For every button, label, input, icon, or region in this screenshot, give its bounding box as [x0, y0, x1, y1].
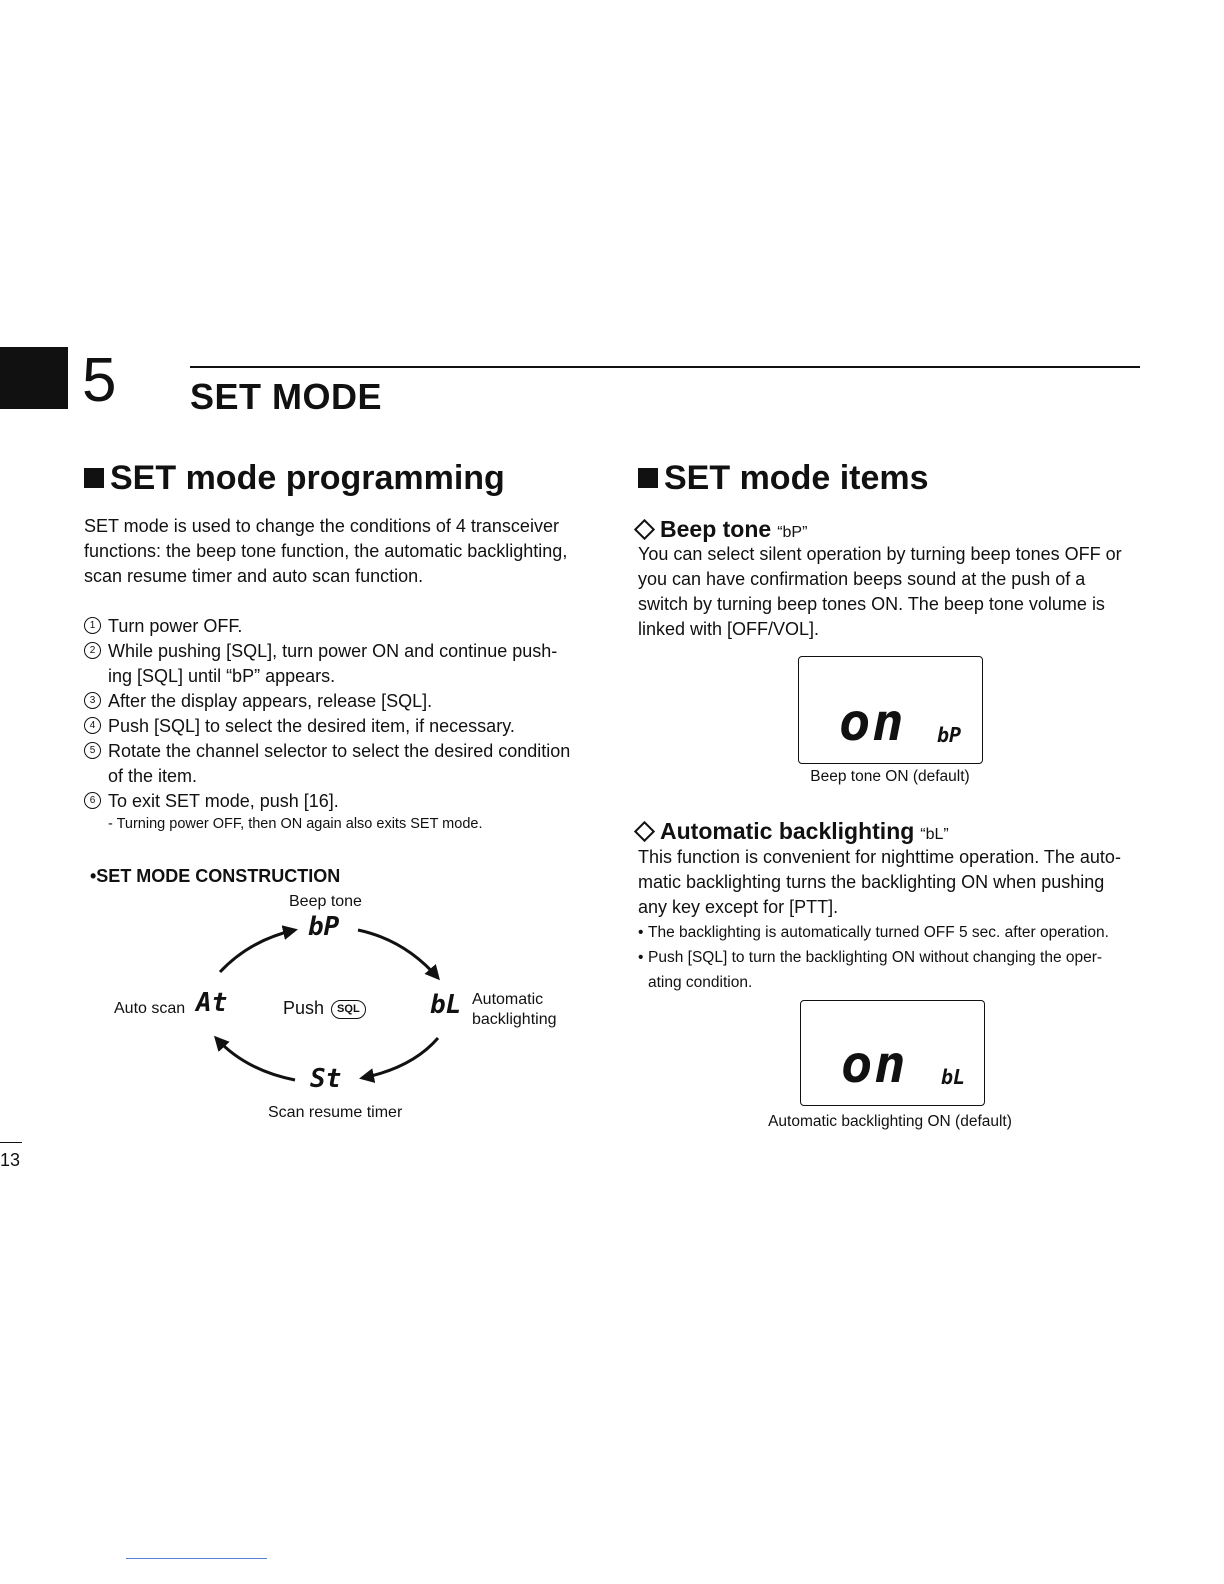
beep-line: linked with [OFF/VOL]. — [638, 619, 820, 639]
steps-list — [84, 614, 594, 834]
diagram-label-line: backlighting — [472, 1011, 557, 1028]
step-item — [84, 639, 594, 689]
step-number: 3 — [84, 692, 101, 709]
step-text: After the display appears, release [SQL]. — [108, 691, 433, 711]
arrow-bp-to-bl — [358, 930, 438, 978]
step-number: 6 — [84, 792, 101, 809]
backlight-line: matic backlighting turns the backlighting ON when pushing — [638, 872, 1105, 892]
square-bullet-icon — [638, 468, 658, 488]
backlight-line: This function is convenient for nighttime operation. The auto- — [638, 847, 1121, 867]
lcd-main-text: on — [841, 1035, 908, 1095]
sql-key-icon: SQL — [331, 1000, 366, 1019]
diagram-code-bp: bP — [308, 912, 340, 942]
step-number: 4 — [84, 717, 101, 734]
step-text: of the item. — [108, 766, 198, 786]
chapter-rule — [190, 366, 1140, 368]
section-heading-programming — [84, 458, 505, 498]
lcd-caption-beep: Beep tone ON (default) — [810, 768, 970, 785]
lcd-sub-text: bP — [937, 723, 962, 747]
section-heading-items — [638, 458, 929, 498]
intro-line: SET mode is used to change the conditions of 4 transceiver — [84, 516, 559, 536]
diagram-code-at: At — [196, 988, 228, 1018]
section-heading-text: SET mode programming — [110, 459, 505, 497]
step-item — [84, 714, 594, 739]
step-text: ing [SQL] until “bP” appears. — [108, 666, 336, 686]
bottom-link-underline — [126, 1558, 267, 1559]
backlight-paragraph — [638, 845, 1148, 920]
construction-heading: •SET MODE CONSTRUCTION — [90, 866, 341, 886]
intro-line: scan resume timer and auto scan function. — [84, 566, 424, 586]
step-text: Turn power OFF. — [108, 616, 243, 636]
subhead-code: “bP” — [777, 524, 808, 541]
arrow-st-to-at — [216, 1038, 295, 1080]
diagram-label-line: Automatic — [472, 991, 544, 1008]
subhead-code: “bL” — [920, 826, 949, 843]
diamond-icon — [634, 519, 655, 540]
beep-line: you can have confirmation beeps sound at the push of a — [638, 569, 1086, 589]
bullet-item: • Push [SQL] to turn the backlighting ON without changing the oper- — [638, 945, 1148, 970]
beep-line: switch by turning beep tones ON. The beep tone volume is — [638, 594, 1105, 614]
lcd-display-backlight — [800, 1000, 985, 1106]
page-number-rule — [0, 1142, 22, 1143]
diagram-push-label: Push — [283, 998, 325, 1018]
step-number: 2 — [84, 642, 101, 659]
diamond-icon — [634, 821, 655, 842]
subhead-text: Beep tone — [660, 516, 772, 542]
chapter-tab-marker — [0, 347, 68, 409]
diagram-arrows — [100, 900, 580, 1100]
diagram-code-st: St — [310, 1064, 342, 1094]
page-number: 13 — [0, 1150, 21, 1170]
step-item — [84, 689, 594, 714]
lcd-display-beep — [798, 656, 983, 764]
step-item — [84, 739, 594, 789]
step-item — [84, 614, 594, 639]
diagram-code-bl: bL — [430, 990, 462, 1020]
bullet-continuation: ating condition. — [648, 974, 753, 991]
intro-line: functions: the beep tone function, the automatic backlighting, — [84, 541, 568, 561]
step-note: - Turning power OFF, then ON again also exits SET mode. — [108, 816, 483, 832]
step-item — [84, 789, 594, 814]
backlight-bullets — [638, 920, 1148, 995]
lcd-sub-text: bL — [941, 1065, 966, 1089]
diagram-label-beep-tone: Beep tone — [289, 893, 362, 910]
step-text: Rotate the channel selector to select the desired condition — [108, 741, 571, 761]
backlight-line: any key except for [PTT]. — [638, 897, 839, 917]
arrow-bl-to-st — [362, 1038, 438, 1078]
step-number: 5 — [84, 742, 101, 759]
beep-paragraph — [638, 542, 1148, 642]
chapter-title: SET MODE — [190, 376, 383, 417]
step-text: While pushing [SQL], turn power ON and continue push- — [108, 641, 558, 661]
arrow-at-to-bp — [220, 930, 295, 972]
bullet-item: • The backlighting is automatically turned OFF 5 sec. after operation. — [638, 920, 1148, 945]
step-text: Push [SQL] to select the desired item, if necessary. — [108, 716, 515, 736]
lcd-caption-backlight: Automatic backlighting ON (default) — [768, 1113, 1012, 1130]
beep-line: You can select silent operation by turning beep tones OFF or — [638, 544, 1122, 564]
step-number: 1 — [84, 617, 101, 634]
chapter-number: 5 — [82, 346, 117, 415]
square-bullet-icon — [84, 468, 104, 488]
subhead-text: Automatic backlighting — [660, 818, 915, 844]
step-text: To exit SET mode, push [16]. — [108, 791, 339, 811]
lcd-main-text: on — [839, 693, 906, 753]
intro-paragraph — [84, 514, 604, 589]
diagram-label-scan-resume: Scan resume timer — [268, 1104, 403, 1121]
section-heading-text: SET mode items — [664, 459, 929, 497]
diagram-label-auto-scan: Auto scan — [114, 1000, 186, 1017]
